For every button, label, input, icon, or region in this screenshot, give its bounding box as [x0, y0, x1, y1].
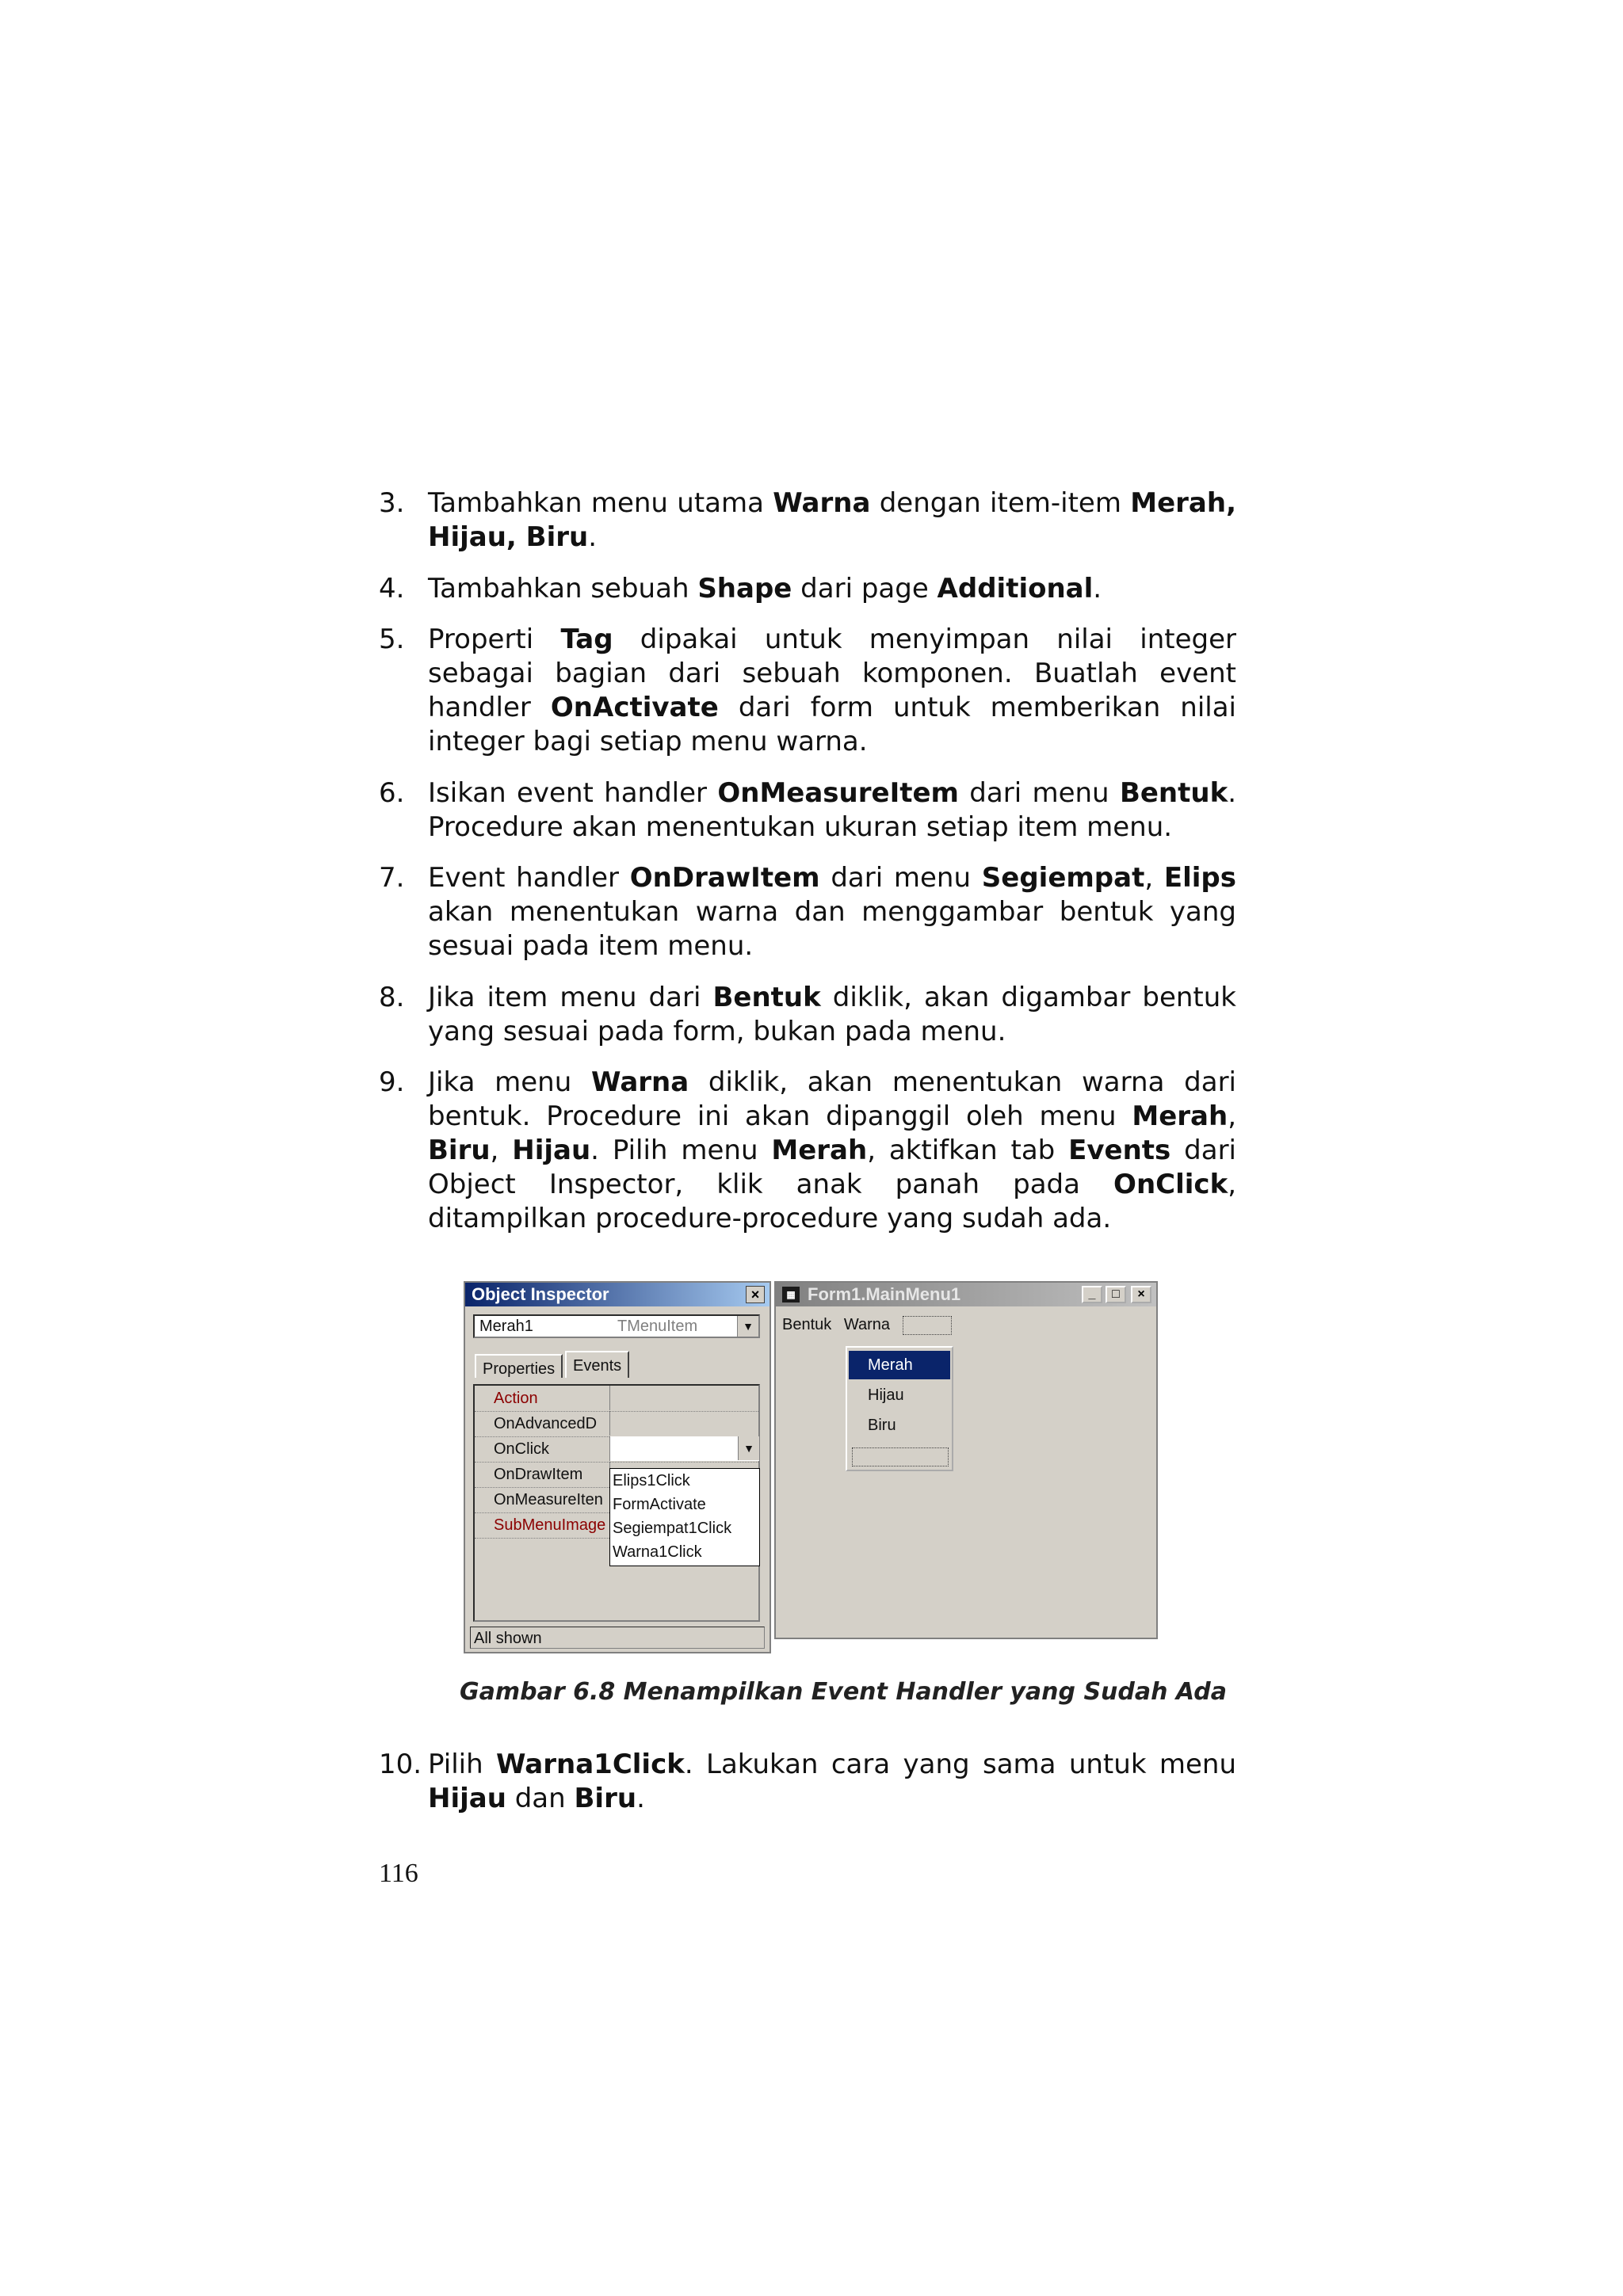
list-item-5 — [379, 623, 1236, 759]
item-number: 4. — [379, 573, 405, 605]
event-value[interactable] — [609, 1386, 759, 1410]
item-text: Pilih Warna1Click. Lakukan cara yang sama untuk menu Hijau dan Biru. — [428, 1749, 1237, 1814]
list-item-7 — [379, 861, 1236, 963]
figure-caption: Gambar 6.8 Menampilkan Event Handler yang Sudah Ada — [460, 1678, 1227, 1706]
event-row[interactable] — [475, 1411, 758, 1437]
menu-item-biru[interactable]: Biru — [868, 1417, 896, 1434]
menu-bentuk[interactable]: Bentuk — [782, 1316, 832, 1333]
tab-events[interactable]: Events — [565, 1351, 629, 1378]
menu-warna[interactable]: Warna — [843, 1316, 890, 1333]
item-text: Tambahkan sebuah Shape dari page Additional. — [428, 573, 1102, 605]
menu-item-hijau[interactable]: Hijau — [868, 1386, 904, 1404]
menu-placeholder[interactable] — [903, 1316, 952, 1335]
form-designer-window — [774, 1281, 1158, 1639]
minimize-icon[interactable]: _ — [1082, 1286, 1102, 1303]
object-inspector-title: Object Inspector — [472, 1284, 609, 1304]
list-item-6 — [379, 776, 1236, 845]
list-item-9 — [379, 1066, 1236, 1236]
page-number: 116 — [379, 1859, 418, 1888]
list-item-10 — [379, 1748, 1236, 1816]
event-name: SubMenuImage — [494, 1516, 606, 1534]
object-inspector-titlebar — [465, 1283, 769, 1306]
list-item-4 — [379, 572, 1236, 606]
item-number: 3. — [379, 487, 405, 519]
object-name: Merah1 — [479, 1318, 533, 1335]
dropdown-option[interactable]: FormActivate — [613, 1496, 706, 1513]
menu-item-placeholder[interactable] — [852, 1447, 949, 1466]
object-inspector-window — [464, 1281, 771, 1653]
item-text: Tambahkan menu utama Warna dengan item-item Merah, Hijau, Biru. — [428, 487, 1236, 553]
event-name: OnMeasureIten — [494, 1491, 603, 1508]
chevron-down-icon[interactable]: ▼ — [737, 1316, 758, 1337]
list-item-3 — [379, 486, 1236, 555]
event-name: OnAdvancedD — [494, 1415, 598, 1432]
event-row-onclick[interactable] — [475, 1436, 758, 1463]
item-number: 10. — [379, 1749, 422, 1780]
menu-bar — [782, 1314, 960, 1335]
dropdown-option[interactable]: Warna1Click — [613, 1543, 702, 1561]
item-text: Jika menu Warna diklik, akan menentukan warna dari bentuk. Procedure ini akan dipanggil oleh menu Merah, Biru, Hijau. Pilih menu Merah, aktifkan tab Events dari Object Inspector, klik anak panah pada OnClick, ditampilkan procedure-procedure yang sudah ada. — [428, 1066, 1236, 1234]
warna-popup-menu — [846, 1346, 953, 1471]
event-name: Action — [494, 1390, 538, 1407]
chevron-down-icon[interactable]: ▼ — [738, 1436, 759, 1460]
item-number: 8. — [379, 982, 405, 1013]
item-number: 7. — [379, 862, 405, 894]
app-icon: ▦ — [782, 1287, 800, 1302]
status-bar: All shown — [470, 1627, 765, 1649]
item-number: 6. — [379, 777, 405, 809]
item-text: Jika item menu dari Bentuk diklik, akan digambar bentuk yang sesuai pada form, bukan pada menu. — [428, 982, 1236, 1047]
maximize-icon[interactable]: □ — [1106, 1286, 1126, 1303]
item-number: 5. — [379, 624, 405, 655]
event-value[interactable] — [609, 1436, 759, 1461]
form-titlebar — [776, 1283, 1156, 1306]
item-text: Isikan event handler OnMeasureItem dari menu Bentuk. Procedure akan menentukan ukuran setiap item menu. — [428, 777, 1237, 843]
item-number: 9. — [379, 1066, 405, 1098]
figure-screenshot — [464, 1281, 1158, 1653]
event-name: OnClick — [494, 1440, 550, 1458]
event-value[interactable] — [609, 1411, 759, 1436]
form-title: Form1.MainMenu1 — [808, 1284, 961, 1304]
object-type: TMenuItem — [617, 1318, 698, 1335]
list-item-8 — [379, 981, 1236, 1049]
dropdown-option[interactable]: Elips1Click — [613, 1472, 690, 1489]
close-icon[interactable]: × — [1131, 1286, 1151, 1303]
item-text: Event handler OnDrawItem dari menu Segiempat, Elips akan menentukan warna dan menggambar bentuk yang sesuai pada item menu. — [428, 862, 1236, 962]
dropdown-option[interactable]: Segiempat1Click — [613, 1520, 732, 1537]
event-row[interactable] — [475, 1386, 758, 1412]
menu-item-merah[interactable]: Merah — [849, 1351, 950, 1379]
close-icon[interactable]: × — [746, 1286, 765, 1303]
object-selector[interactable] — [473, 1314, 760, 1338]
tab-properties[interactable]: Properties — [475, 1354, 563, 1378]
handler-dropdown-list — [609, 1468, 760, 1566]
event-name: OnDrawItem — [494, 1466, 583, 1483]
item-text: Properti Tag dipakai untuk menyimpan nilai integer sebagai bagian dari sebuah komponen. Buatlah event handler OnActivate dari form untuk memberikan nilai integer bagi setiap menu warna. — [428, 624, 1236, 757]
